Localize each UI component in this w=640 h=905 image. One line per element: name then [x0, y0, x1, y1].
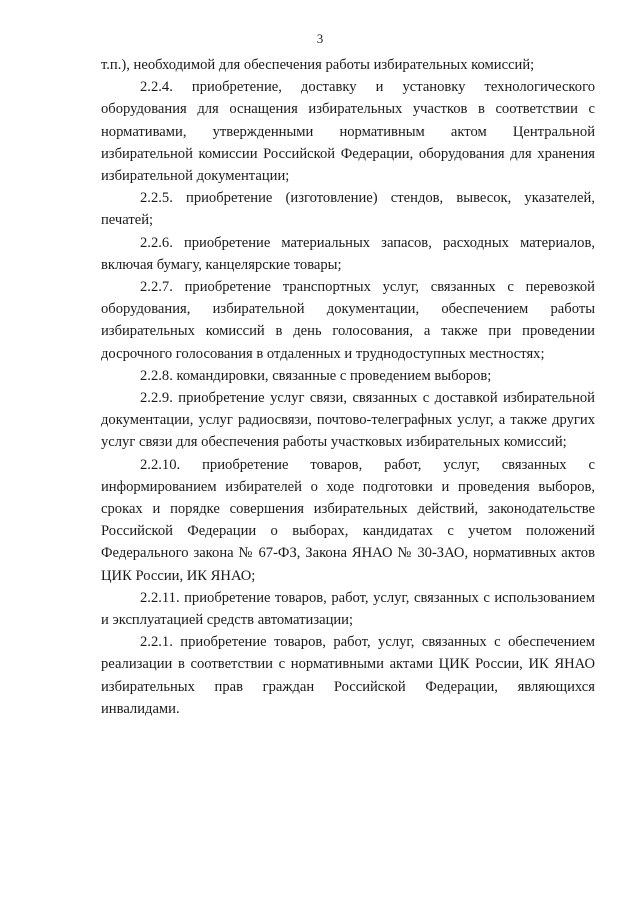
paragraph-2-2-5: 2.2.5. приобретение (изготовление) стендов, вывесок, указателей, печатей; [101, 190, 595, 229]
paragraph-continuation: т.п.), необходимой для обеспечения работы избирательных комиссий; [101, 57, 535, 73]
paragraph-2-2-9: 2.2.9. приобретение услуг связи, связанных с доставкой избирательной документации, услуг радиосвязи, почтово-телеграфных услуг, а также других услуг связи для обеспечения работы участковых избирательных комиссий; [101, 390, 595, 451]
paragraph-2-2-7: 2.2.7. приобретение транспортных услуг, связанных с перевозкой оборудования, избирательной документации, обеспечением работы избирательных комиссий в день голосования, а также при проведении досрочного голосования в отдаленных и труднодоступных местностях; [101, 279, 595, 362]
paragraph-2-2-10: 2.2.10. приобретение товаров, работ, услуг, связанных с информированием избирателей о ходе подготовки и проведения выборов, сроках и порядке совершения избирательных действий, законодательстве Российской Федерации о выборах, кандидатах с учетом положений Федерального закона № 67-ФЗ, Закона ЯНАО № 30-ЗАО, нормативных актов ЦИК России, ИК ЯНАО; [101, 456, 595, 584]
paragraph-2-2-11: 2.2.11. приобретение товаров, работ, услуг, связанных с использованием и эксплуатацией средств автоматизации; [101, 589, 595, 629]
paragraph-2-2-8: 2.2.8. командировки, связанные с проведением выборов; [140, 367, 492, 384]
paragraph-2-2-6: 2.2.6. приобретение материальных запасов, расходных материалов, включая бумагу, канцелярские товары; [101, 234, 595, 273]
document-body [101, 54, 595, 720]
paragraph-2-2-4: 2.2.4. приобретение, доставку и установку технологического оборудования для оснащения избирательных участков в соответствии с нормативами, утвержденными нормативным актом Центральной избирательной комиссии Российской Федерации, оборудования для хранения избирательной документации; [101, 79, 595, 185]
page-number: 3 [316, 31, 324, 46]
paragraph-2-2-1: 2.2.1. приобретение товаров, работ, услуг, связанных с обеспечением реализации в соответствии с нормативными актами ЦИК России, ИК ЯНАО избирательных прав граждан Российской Федерации, являющихся инвалидами. [101, 634, 595, 717]
